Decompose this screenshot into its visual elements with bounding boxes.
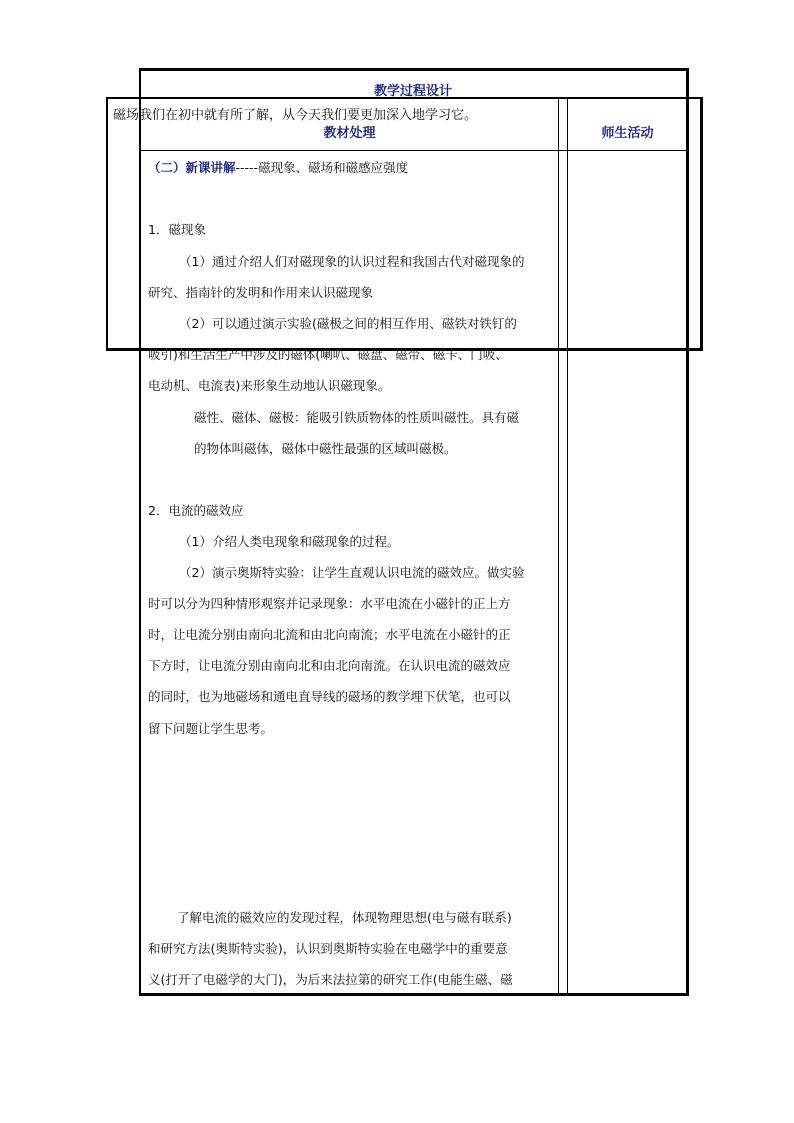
column-divider-b: [567, 98, 568, 993]
reflection-line: 了解电流的磁效应的发现过程，体现物理思想(电与磁有联系): [177, 910, 512, 925]
overlay-left-border: [106, 97, 108, 351]
paragraph-line: （1）通过介绍人们对磁现象的认识过程和我国古代对磁现象的: [179, 254, 525, 269]
paragraph-line: （2）可以通过演示实验(磁极之间的相互作用、磁铁对铁钉的: [179, 316, 517, 331]
heading-magnetic-phenomena: 1．磁现象: [148, 222, 206, 237]
definition-line: 的物体叫磁体，磁体中磁性最强的区域叫磁极。: [194, 441, 457, 456]
paragraph-line: 留下问题让学生思考。: [148, 721, 274, 736]
paragraph-line: （2）演示奥斯特实验：让学生直观认识电流的磁效应。做实验: [179, 565, 525, 580]
reflection-line: 义(打开了电磁学的大门)，为后来法拉第的研究工作(电能生磁、磁: [148, 972, 513, 987]
paragraph-line: 时可以分为四种情形观察并记录现象：水平电流在小磁针的正上方: [148, 596, 511, 611]
overlay-right-border: [700, 97, 703, 351]
section-heading: [148, 152, 408, 183]
paragraph-line: 时，让电流分别由南向北流和由北向南流；水平电流在小磁针的正: [148, 627, 511, 642]
paragraph-line: 吸引)和生活生产中涉及的磁体(喇叭、磁盘、磁带、磁卡、门吸、: [148, 347, 508, 362]
overlay-intro-line: 磁场我们在初中就有所了解，从今天我们要更加深入地学习它。: [113, 108, 478, 123]
table-title: 教学过程设计: [373, 84, 452, 99]
paragraph-line: 电动机、电流表)来形象生动地认识磁现象。: [148, 378, 391, 393]
table-right-border: [686, 68, 689, 996]
section-subtitle: -----磁现象、磁场和磁感应强度: [235, 160, 409, 175]
paragraph-line: 下方时，让电流分别由南向北和由北向南流。在认识电流的磁效应: [148, 658, 511, 673]
paragraph-line: 的同时，也为地磁场和通电直导线的磁场的教学埋下伏笔，也可以: [148, 689, 511, 704]
column-divider-a: [558, 98, 559, 993]
paragraph-line: （1）介绍人类电现象和磁现象的过程。: [179, 534, 400, 549]
table-top-border: [139, 68, 689, 71]
reflection-line: 和研究方法(奥斯特实验)，认识到奥斯特实验在电磁学中的重要意: [148, 941, 508, 956]
col-header-divider: [141, 150, 687, 151]
heading-current-magnetic-effect: 2．电流的磁效应: [148, 503, 244, 518]
table-left-border: [139, 68, 141, 996]
section-prefix: （二）新课讲解: [148, 160, 236, 175]
column-header-materials: 教材处理: [323, 126, 376, 141]
paragraph-line: 研究、指南针的发明和作用来认识磁现象: [148, 285, 374, 300]
definition-line: 磁性、磁体、磁极：能吸引铁质物体的性质叫磁性。具有磁: [194, 410, 520, 425]
column-header-activities: 师生活动: [601, 126, 654, 141]
